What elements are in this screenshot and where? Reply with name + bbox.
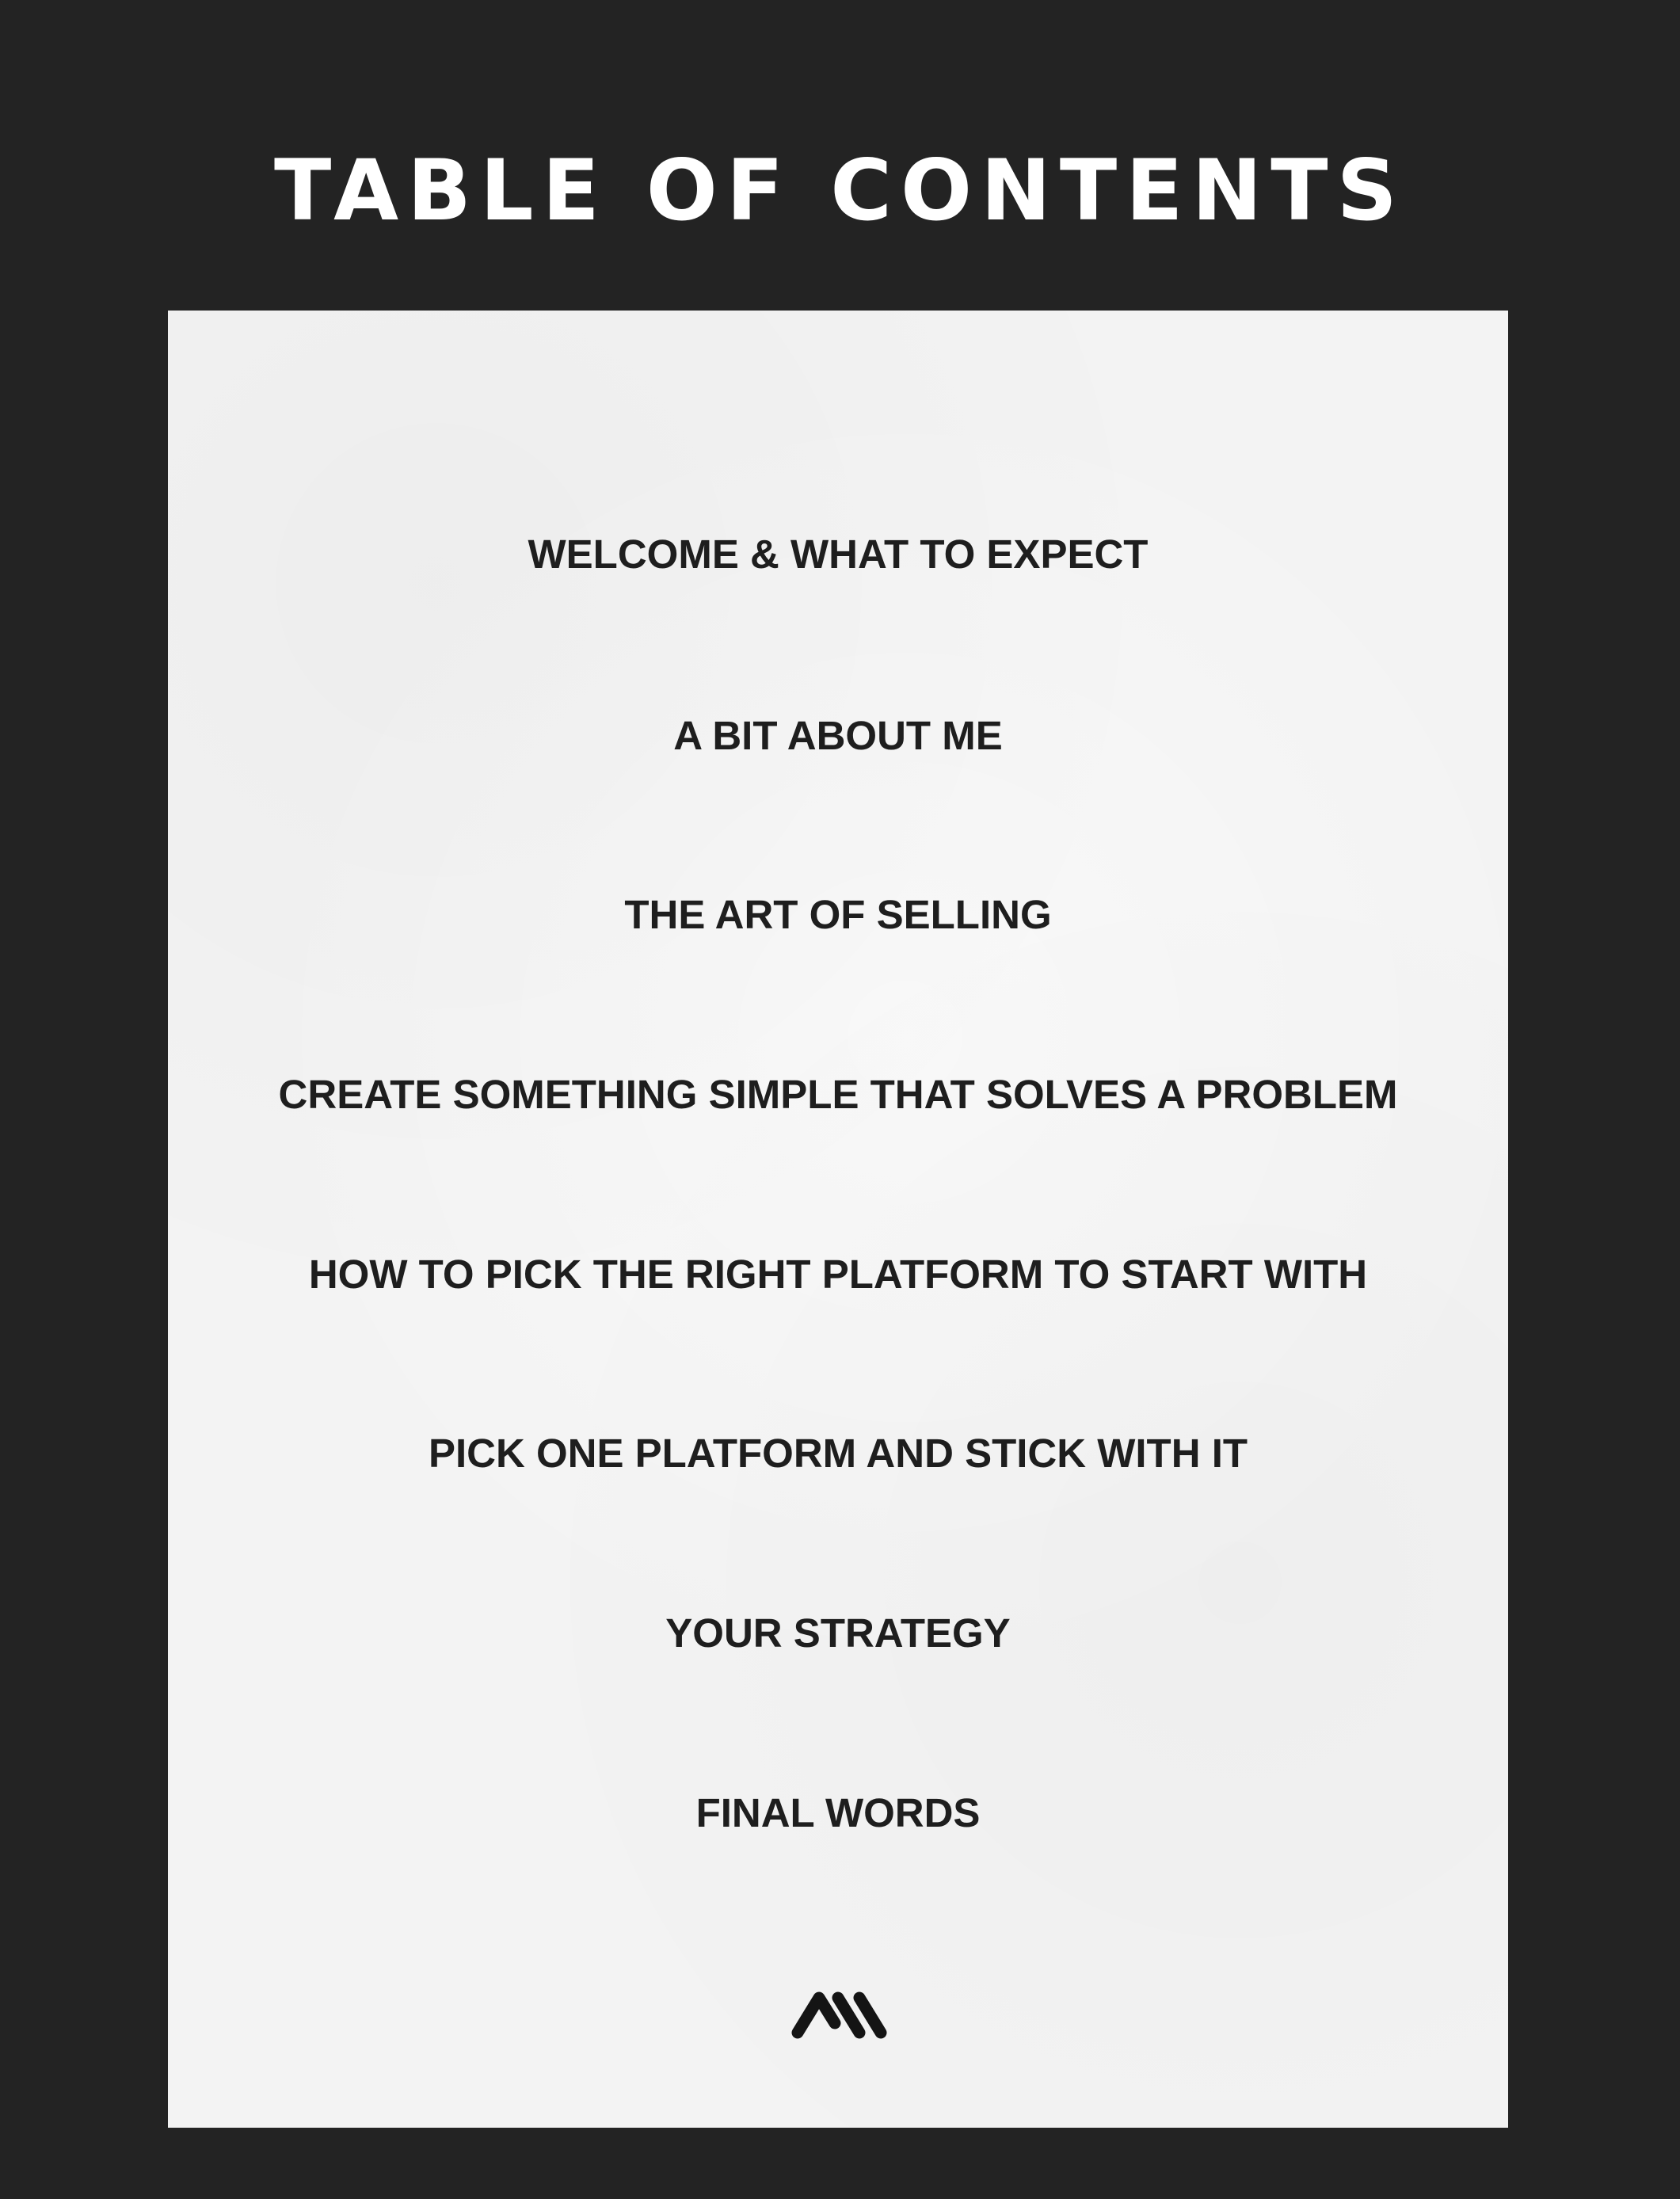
- toc-item-your-strategy[interactable]: YOUR STRATEGY: [665, 1610, 1011, 1656]
- toc-item-create-something-simple[interactable]: CREATE SOMETHING SIMPLE THAT SOLVES A PROBLEM: [278, 1072, 1398, 1117]
- page-title: TABLE OF CONTENTS: [274, 142, 1406, 240]
- contents-paper: [168, 311, 1508, 2128]
- toc-item-welcome[interactable]: WELCOME & WHAT TO EXPECT: [528, 532, 1149, 577]
- toc-item-pick-right-platform[interactable]: HOW TO PICK THE RIGHT PLATFORM TO START WITH: [308, 1252, 1368, 1297]
- toc-item-stick-with-platform[interactable]: PICK ONE PLATFORM AND STICK WITH IT: [428, 1431, 1248, 1476]
- brand-logo-icon: [790, 1987, 889, 2041]
- toc-item-about-me[interactable]: A BIT ABOUT ME: [673, 713, 1003, 758]
- toc-item-final-words[interactable]: FINAL WORDS: [695, 1790, 981, 1835]
- toc-item-art-of-selling[interactable]: THE ART OF SELLING: [624, 892, 1052, 937]
